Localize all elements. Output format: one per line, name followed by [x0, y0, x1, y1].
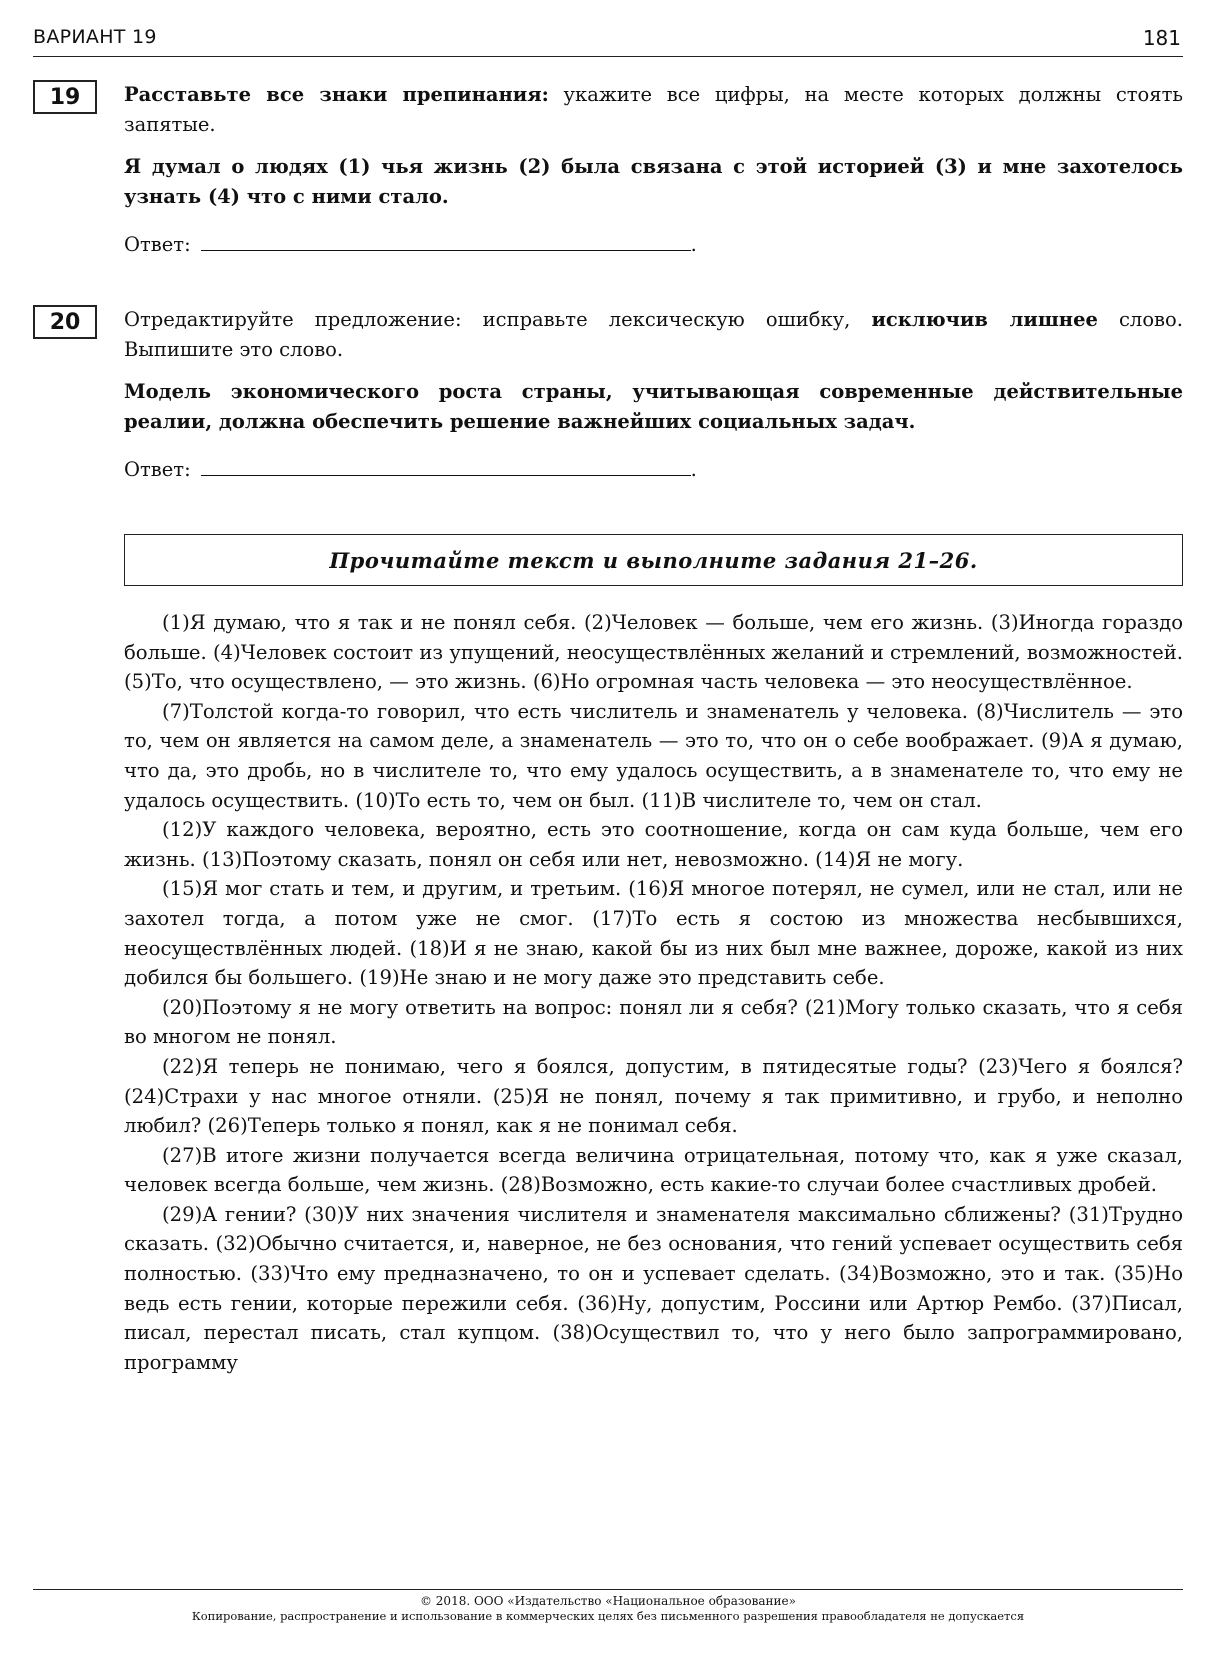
task-body — [124, 80, 1183, 260]
page-header — [33, 22, 1183, 57]
task-number-box: 19 — [33, 80, 97, 114]
task-body — [124, 305, 1183, 485]
reading-text — [124, 608, 1183, 1377]
task-sentence: Я думал о людях (1) чья жизнь (2) была связана с этой историей (3) и мне захотелось узнать (4) что с ними стало. — [124, 155, 1183, 208]
text-paragraph: (29)А гении? (30)У них значения числителя и знаменателя максимально сближены? (31)Трудно сказать. (32)Обычно считается, и, наверное, не без основания, что гений успевает осуществить себя полностью. (33)Что ему предназначено, то он и успевает сделать. (34)Возможно, это и так. (35)Но ведь есть гении, которые пережили себя. (36)Ну, допустим, Россини или Артюр Рембо. (37)Писал, писал, перестал писать, стал купцом. (38)Осуществил то, что у него было запрограммировано, программу — [124, 1202, 1183, 1374]
page-number: 181 — [1142, 26, 1181, 50]
copyright-notice: Копирование, распространение и использование в коммерческих целях без письменного разрешения правообладателя не допускается — [191, 1609, 1025, 1623]
task-20 — [33, 305, 1183, 485]
text-paragraph: (15)Я мог стать и тем, и другим, и третьим. (16)Я многое потерял, не сумел, или не стал, или не захотел тогда, а потом уже не смог. (17)То есть я состою из множества несбывшихся, неосуществлённых людей. (18)И я не знаю, какой бы из них был мне важнее, дороже, какой из них добился бы большего. (19)Не знаю и не могу даже это представить себе. — [124, 877, 1183, 990]
answer-label: Ответ: — [124, 233, 191, 256]
instruction-box: Прочитайте текст и выполните задания 21–26. — [124, 534, 1183, 586]
page-footer — [33, 1589, 1183, 1624]
answer-row: Ответ: . — [124, 455, 1183, 485]
text-paragraph: (22)Я теперь не понимаю, чего я боялся, допустим, в пятидесятые годы? (23)Чего я боялся? (24)Страхи у нас многое отняли. (25)Я не понял, почему я так примитивно, и грубо, и неполно любил? (26)Теперь только я понял, как я не понимал себя. — [124, 1054, 1183, 1138]
task-instruction: Отредактируйте предложение: исправьте лексическую ошибку, исключив лишнее слово. Выпишите это слово. — [124, 308, 1183, 361]
text-paragraph: (20)Поэтому я не могу ответить на вопрос: понял ли я себя? (21)Могу только сказать, что я себя во многом не понял. — [124, 995, 1183, 1049]
answer-line[interactable] — [201, 455, 691, 476]
answer-line[interactable] — [201, 230, 691, 251]
task-19 — [33, 80, 1183, 260]
answer-label: Ответ: — [124, 458, 191, 481]
answer-row: Ответ: . — [124, 230, 1183, 260]
text-paragraph: (1)Я думаю, что я так и не понял себя. (2)Человек — больше, чем его жизнь. (3)Иногда гораздо больше. (4)Человек состоит из упущений, неосуществлённых желаний и стремлений, возможностей. (5)То, что осуществлено, — это жизнь. (6)Но огромная часть человека — это неосуществлённое. — [124, 611, 1183, 694]
task-number-box: 20 — [33, 305, 97, 339]
text-paragraph: (7)Толстой когда-то говорил, что есть числитель и знаменатель у человека. (8)Числитель — это то, чем он является на самом деле, а знаменатель — это то, что он о себе воображает. (9)А я думаю, что да, это дробь, но в числителе то, что ему удалось осуществить, а в знаменателе то, что ему не удалось осуществить. (10)То есть то, чем он был. (11)В числителе то, чем он стал. — [124, 699, 1183, 812]
copyright-line: © 2018. ООО «Издательство «Национальное образование» — [419, 1594, 796, 1608]
text-paragraph: (12)У каждого человека, вероятно, есть это соотношение, когда он сам куда больше, чем его жизнь. (13)Поэтому сказать, понял он себя или нет, невозможно. (14)Я не могу. — [124, 818, 1183, 871]
task-instruction: Расставьте все знаки препинания: укажите все цифры, на месте которых должны стоять запятые. — [124, 83, 1184, 136]
task-sentence: Модель экономического роста страны, учитывающая современные действительные реалии, должна обеспечить решение важнейших социальных задач. — [124, 380, 1183, 433]
variant-title: ВАРИАНТ 19 — [33, 26, 157, 48]
text-paragraph: (27)В итоге жизни получается всегда величина отрицательная, потому что, как я уже сказал, человек всегда больше, чем жизнь. (28)Возможно, есть какие-то случаи более счастливых дробей. — [124, 1143, 1183, 1197]
